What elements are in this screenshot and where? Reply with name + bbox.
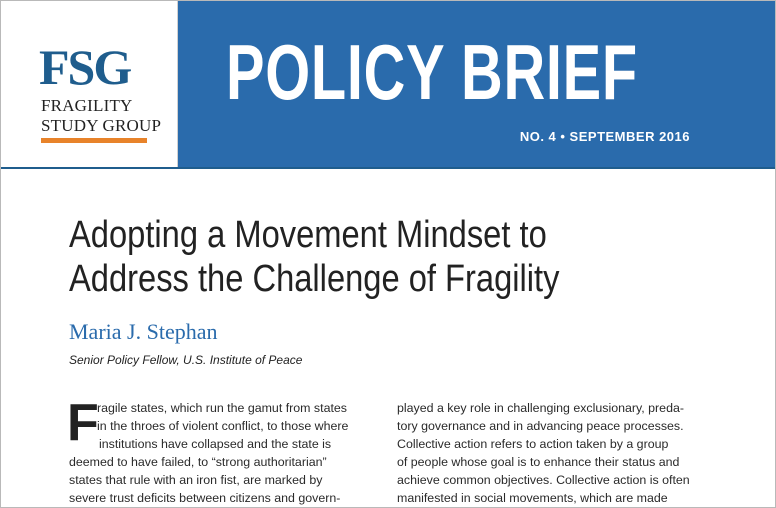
body-column-left: [67, 394, 381, 507]
logo-panel: [1, 1, 178, 167]
body-line: institutions have collapsed and the state is: [99, 437, 332, 451]
body-line: achieve common objectives. Collective action is often: [397, 473, 690, 487]
fsg-logo-acronym: FSG: [39, 39, 131, 95]
fsg-logo-line2: STUDY GROUP: [41, 116, 162, 135]
header-banner: [178, 1, 776, 167]
body-line: severe trust deficits between citizens and govern-: [69, 491, 341, 505]
article-title: [69, 213, 671, 301]
logo-accent-bar: [41, 138, 147, 143]
body-column-right: [397, 399, 727, 507]
banner-title: POLICY BRIEF: [226, 28, 638, 116]
body-line: manifested in social movements, which are made: [397, 491, 668, 505]
title-line-2: Address the Challenge of Fragility: [69, 258, 560, 300]
fsg-logo-line1: FRAGILITY: [41, 96, 133, 115]
body-line: Collective action refers to action taken by a group: [397, 437, 669, 451]
header-divider: [1, 167, 776, 169]
body-line: of people whose goal is to enhance their status and: [397, 455, 680, 469]
drop-cap: F: [67, 394, 99, 452]
body-line: deemed to have failed, to “strong authoritarian”: [69, 455, 327, 469]
title-line-1: Adopting a Movement Mindset to: [69, 214, 547, 256]
body-line: played a key role in challenging exclusionary, preda-: [397, 401, 684, 415]
issue-info: NO. 4 • SEPTEMBER 2016: [519, 129, 690, 144]
body-line: ragile states, which run the gamut from states: [97, 401, 347, 415]
author-name: Maria J. Stephan: [69, 319, 218, 344]
body-line: states that rule with an iron fist, are marked by: [69, 473, 323, 487]
body-line: tory governance and in advancing peace processes.: [397, 419, 684, 433]
author-affiliation: Senior Policy Fellow, U.S. Institute of Peace: [69, 353, 303, 367]
body-line: in the throes of violent conflict, to those where: [97, 419, 349, 433]
